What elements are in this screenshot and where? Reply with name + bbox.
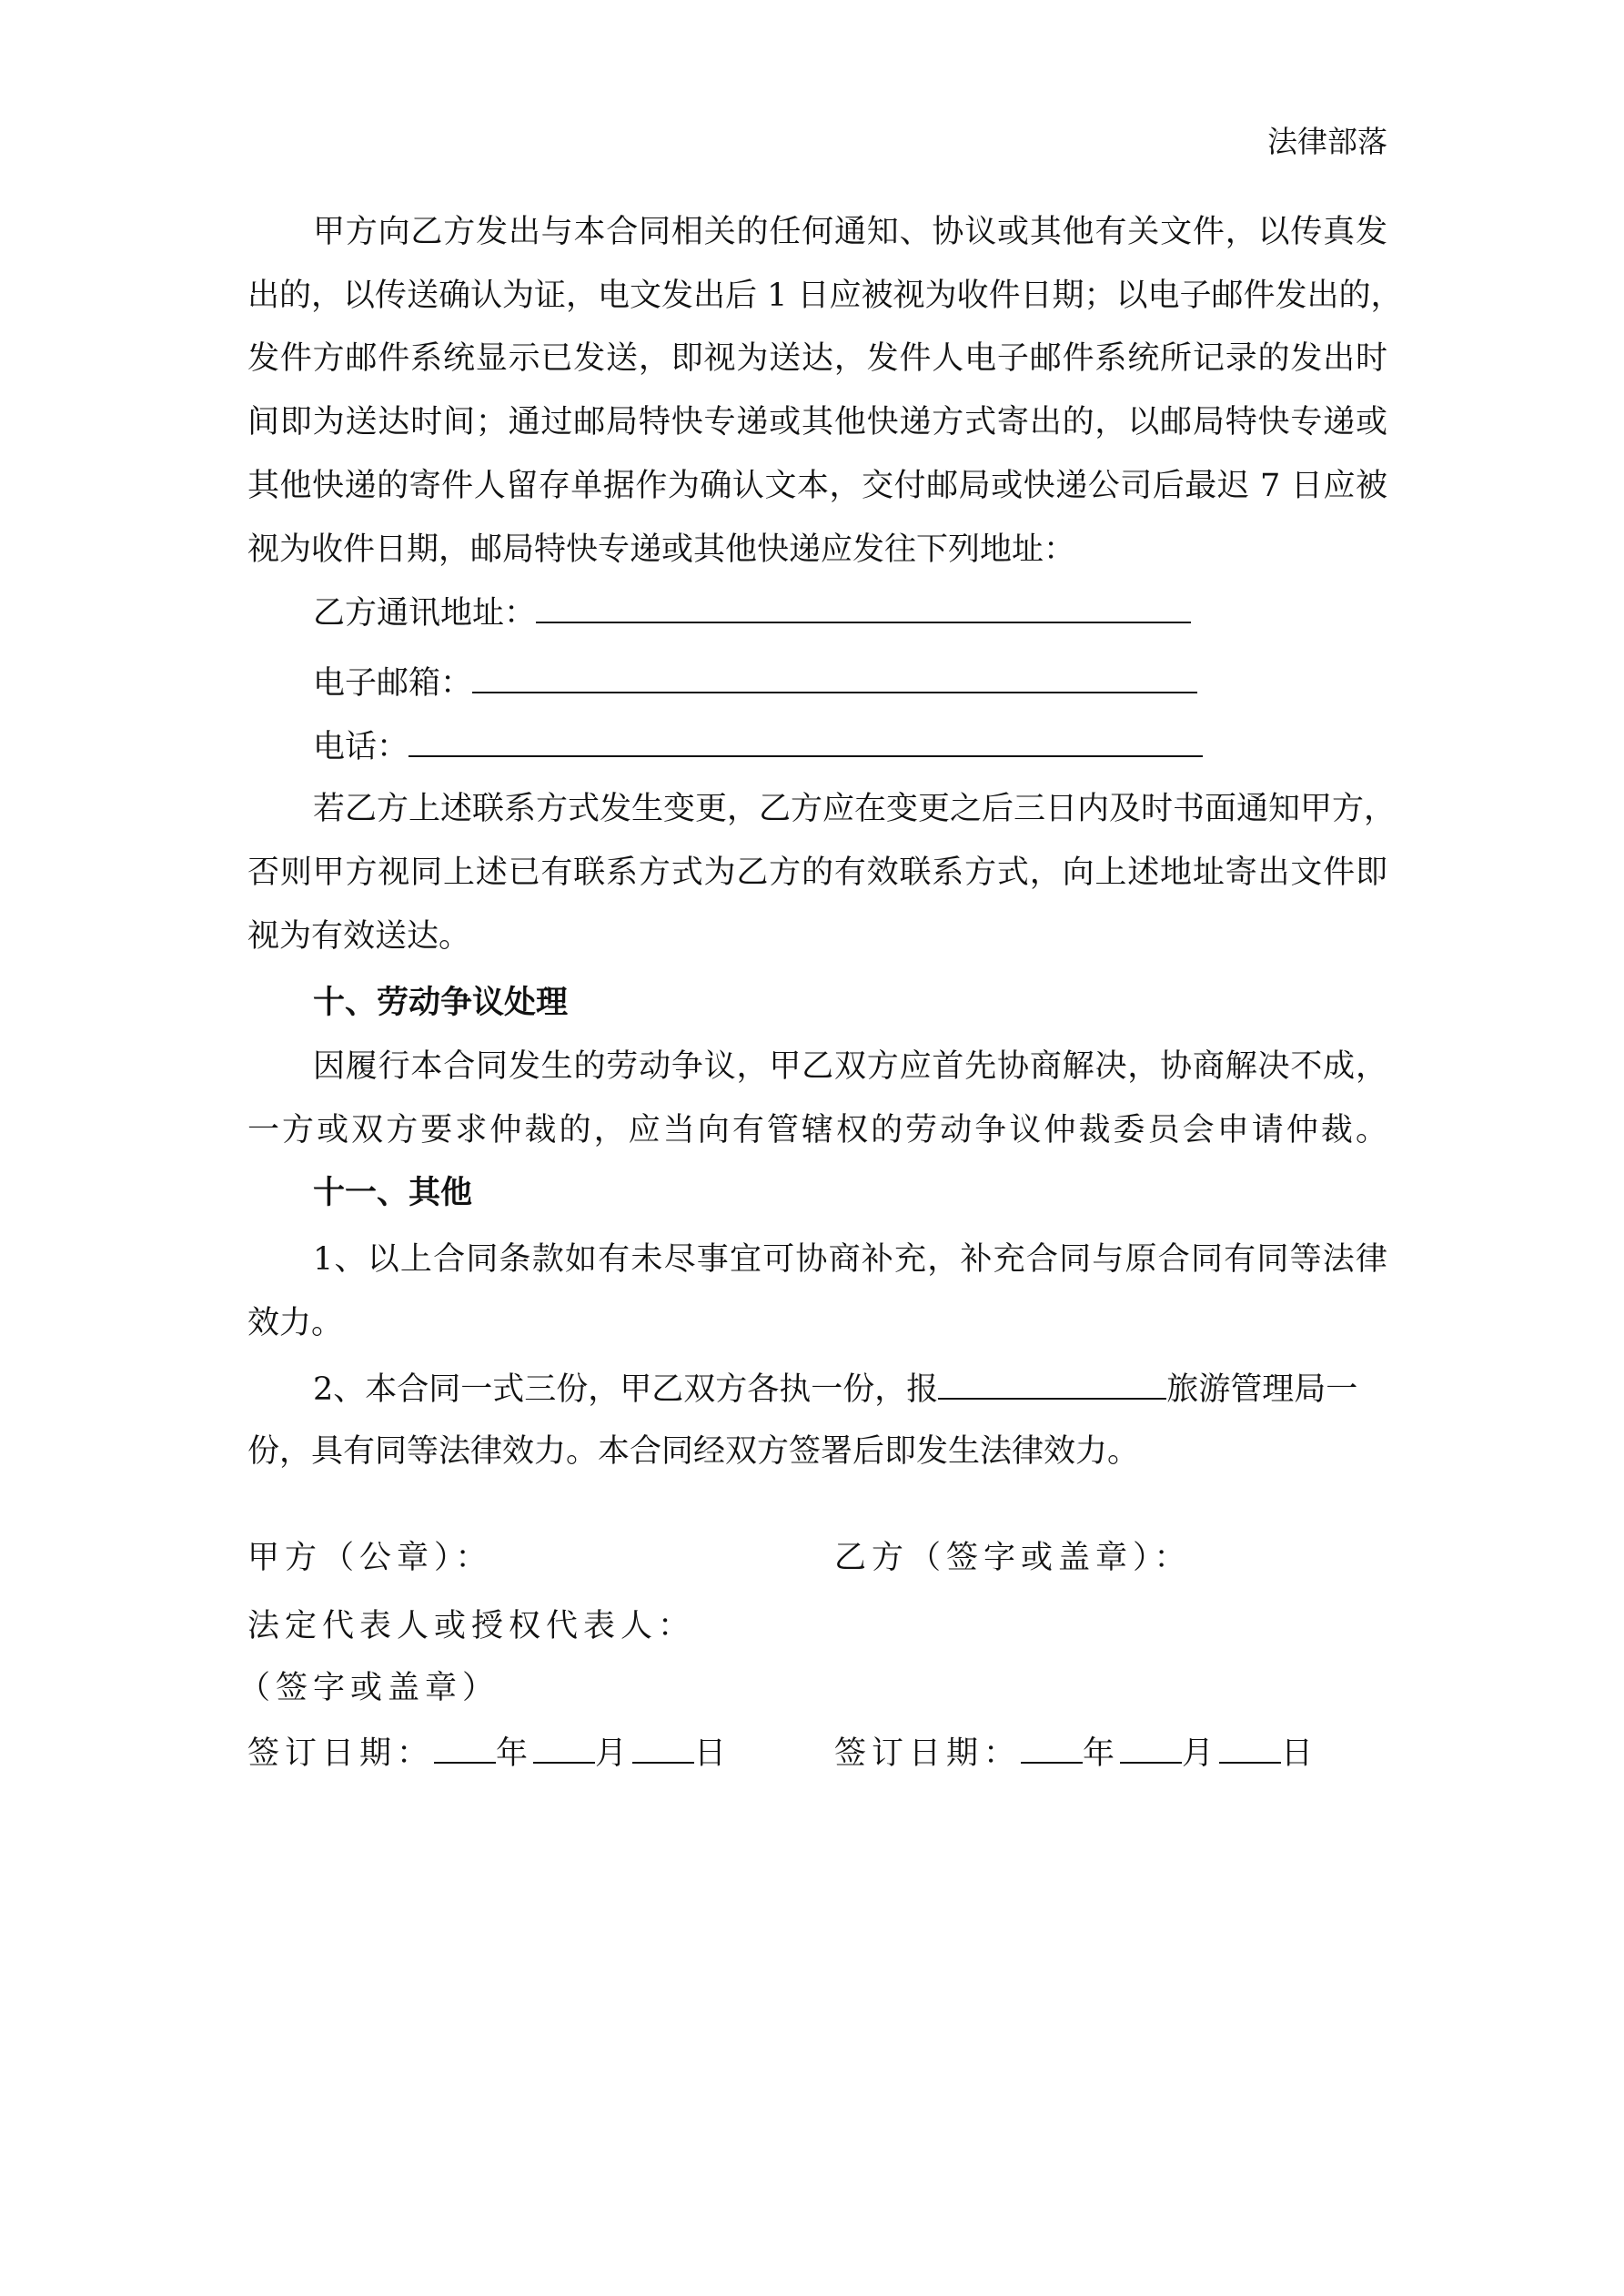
- email-label: 电子邮箱：: [313, 665, 473, 702]
- page-header: 法律部落: [1267, 124, 1387, 159]
- item2-text-post: 旅游管理局一: [1166, 1371, 1358, 1408]
- phone-label: 电话：: [313, 729, 409, 765]
- section11-item1: 1、以上合同条款如有未尽事宜可协商补充，补充合同与原合同有同等法律: [313, 1241, 1387, 1278]
- day-label: 日: [694, 1735, 732, 1772]
- section10-line: 一方或双方要求仲裁的，应当向有管辖权的劳动争议仲裁委员会申请仲裁。: [247, 1112, 1387, 1148]
- section10-line: 因履行本合同发生的劳动争议，甲乙双方应首先协商解决，协商解决不成，: [313, 1048, 1387, 1085]
- email-field[interactable]: [313, 663, 1387, 703]
- section11-item2: [313, 1369, 1387, 1410]
- date-label: 签订日期：: [834, 1735, 1022, 1772]
- party-b-label: 乙方（签字或盖章）：: [834, 1540, 1192, 1576]
- year-label: 年: [1083, 1735, 1121, 1772]
- day-label: 日: [1281, 1735, 1319, 1772]
- party-b-date: [834, 1733, 1318, 1774]
- notice-line: 甲方向乙方发出与本合同相关的任何通知、协议或其他有关文件，以传真发: [313, 214, 1387, 250]
- section11-title: 十一、其他: [313, 1174, 473, 1211]
- year-blank[interactable]: [434, 1733, 496, 1764]
- section11-item1-cont: 效力。: [247, 1305, 344, 1341]
- year-blank[interactable]: [1021, 1733, 1083, 1764]
- change-line: 若乙方上述联系方式发生变更，乙方应在变更之后三日内及时书面通知甲方，: [313, 791, 1397, 827]
- month-blank[interactable]: [533, 1733, 595, 1764]
- date-label: 签订日期：: [247, 1735, 435, 1772]
- day-blank[interactable]: [632, 1733, 694, 1764]
- notice-line: 视为收件日期，邮局特快专递或其他快递应发往下列地址：: [247, 531, 1076, 568]
- notice-line: 间即为送达时间；通过邮局特快专递或其他快递方式寄出的，以邮局特快专递或: [247, 404, 1387, 440]
- month-label: 月: [1182, 1735, 1220, 1772]
- notice-line: 出的，以传送确认为证，电文发出后 1 日应被视为收件日期；以电子邮件发出的，: [247, 278, 1403, 314]
- month-label: 月: [595, 1735, 633, 1772]
- bureau-blank[interactable]: [938, 1369, 1166, 1400]
- change-line: 视为有效送达。: [247, 918, 471, 955]
- phone-blank[interactable]: [409, 726, 1203, 757]
- email-blank[interactable]: [472, 663, 1197, 693]
- change-line: 否则甲方视同上述已有联系方式为乙方的有效联系方式，向上述地址寄出文件即: [247, 855, 1387, 891]
- month-blank[interactable]: [1120, 1733, 1182, 1764]
- section10-title: 十、劳动争议处理: [313, 984, 569, 1021]
- sign-or-seal-label: （签字或盖章）: [238, 1670, 500, 1706]
- item2-text: 2、本合同一式三份，甲乙双方各执一份，报: [313, 1371, 939, 1408]
- party-a-date: [247, 1733, 731, 1774]
- notice-line: 其他快递的寄件人留存单据作为确认文本，交付邮局或快递公司后最迟 7 日应被: [247, 468, 1387, 504]
- year-label: 年: [496, 1735, 534, 1772]
- address-field[interactable]: [313, 592, 1387, 633]
- notice-line: 发件方邮件系统显示已发送，即视为送达，发件人电子邮件系统所记录的发出时: [247, 340, 1387, 377]
- party-a-label: 甲方（公章）：: [247, 1540, 493, 1576]
- representative-label: 法定代表人或授权代表人：: [247, 1608, 696, 1644]
- section11-item2-cont: 份，具有同等法律效力。本合同经双方签署后即发生法律效力。: [247, 1433, 1140, 1470]
- phone-field[interactable]: [313, 726, 1387, 767]
- address-label: 乙方通讯地址：: [313, 595, 537, 632]
- day-blank[interactable]: [1219, 1733, 1281, 1764]
- address-blank[interactable]: [536, 592, 1191, 623]
